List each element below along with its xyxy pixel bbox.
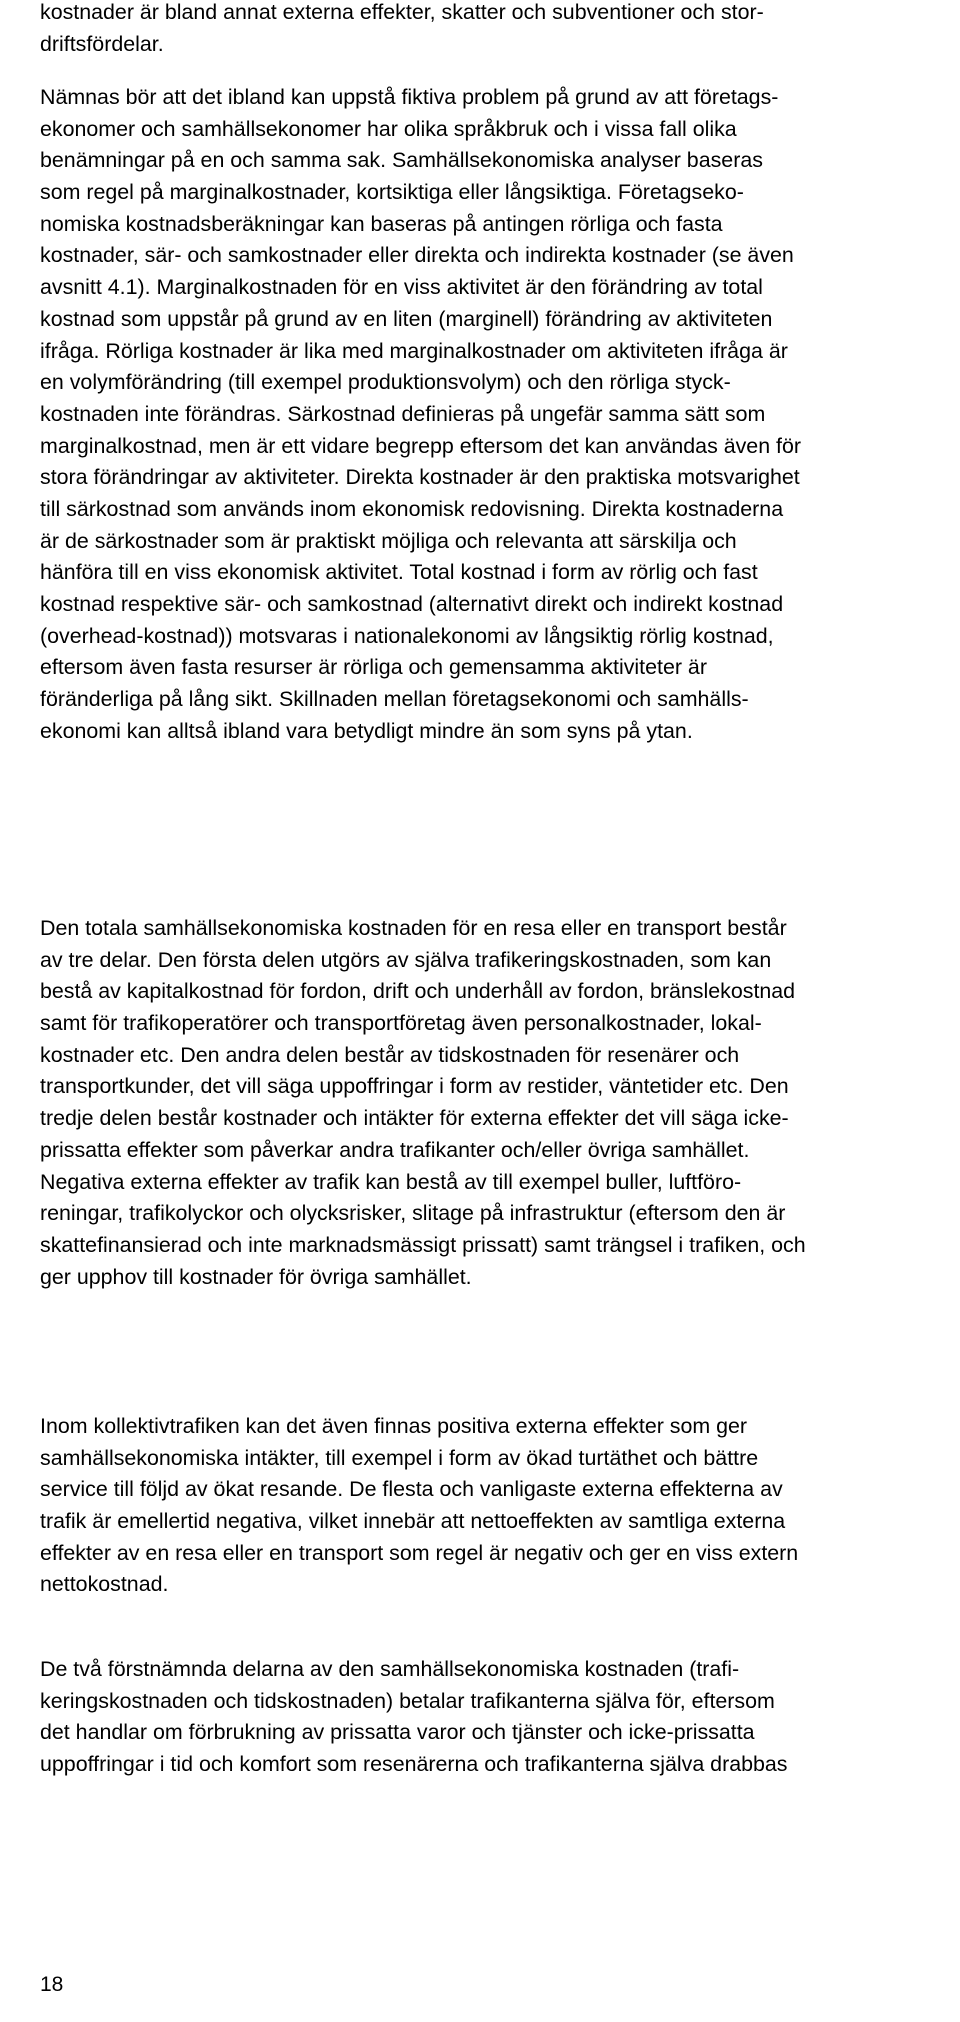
text-line: ekonomer och samhällsekonomer har olika språkbruk och i vissa fall olika [40,116,737,141]
text-line: transportkunder, det vill säga uppoffringar i form av restider, väntetider etc. Den [40,1074,789,1099]
paragraph-2 [40,82,801,747]
text-line: kostnader etc. Den andra delen består av tidskostnaden för resenärer och [40,1042,740,1067]
text-line: reningar, trafikolyckor och olycksrisker, slitage på infrastruktur (eftersom den är [40,1201,786,1226]
text-line: effekter av en resa eller en transport som regel är negativ och ger en viss extern [40,1540,799,1565]
text-line: ekonomi kan alltså ibland vara betydligt mindre än som syns på ytan. [40,718,693,743]
text-line: uppoffringar i tid och komfort som resenärerna och trafikanterna själva drabbas [40,1752,788,1777]
text-line: Negativa externa effekter av trafik kan bestå av till exempel buller, luftföro- [40,1169,742,1194]
text-line: ger upphov till kostnader för övriga samhället. [40,1264,472,1289]
text-line: keringskostnaden och tidskostnaden) betalar trafikanterna själva för, eftersom [40,1688,775,1713]
text-line: kostnader, sär- och samkostnader eller direkta och indirekta kostnader (se även [40,243,794,268]
text-line: service till följd av ökat resande. De flesta och vanligaste externa effekterna av [40,1477,783,1502]
text-line: nettokostnad. [40,1572,169,1597]
paragraph-4 [40,1411,798,1601]
text-line: kostnader är bland annat externa effekter, skatter och subventioner och stor- [40,0,764,24]
paragraph-3 [40,913,806,1293]
text-line: av tre delar. Den första delen utgörs av själva trafikeringskostnaden, som kan [40,947,772,972]
paragraph-1 [40,0,764,60]
text-line: De två förstnämnda delarna av den samhällsekonomiska kostnaden (trafi- [40,1657,740,1681]
text-line: kostnaden inte förändras. Särkostnad definieras på ungefär samma sätt som [40,401,766,426]
text-line: till särkostnad som används inom ekonomisk redovisning. Direkta kostnaderna [40,496,784,521]
text-line: marginalkostnad, men är ett vidare begrepp eftersom det kan användas även för [40,433,801,458]
text-line: tredje delen består kostnader och intäkter för externa effekter det vill säga icke- [40,1106,789,1131]
text-line: som regel på marginalkostnader, kortsiktiga eller långsiktiga. Företagseko- [40,180,744,205]
text-line: Inom kollektivtrafiken kan det även finnas positiva externa effekter som ger [40,1414,748,1438]
text-line: skattefinansierad och inte marknadsmässigt prissatt) samt trängsel i trafiken, och [40,1232,806,1257]
text-line: trafik är emellertid negativa, vilket innebär att nettoeffekten av samtliga externa [40,1509,786,1534]
text-line: benämningar på en och samma sak. Samhällsekonomiska analyser baseras [40,148,763,173]
text-line: föränderliga på lång sikt. Skillnaden mellan företagsekonomi och samhälls- [40,687,749,712]
text-line: samhällsekonomiska intäkter, till exempel i form av ökad turtäthet och bättre [40,1445,759,1470]
text-line: ifråga. Rörliga kostnader är lika med marginalkostnader om aktiviteten ifråga är [40,338,788,363]
text-line: avsnitt 4.1). Marginalkostnaden för en viss aktivitet är den förändring av total [40,275,763,300]
text-line: (overhead-kostnad)) motsvaras i nationalekonomi av långsiktig rörlig kostnad, [40,623,774,648]
text-line: är de särkostnader som är praktiskt möjliga och relevanta att särskilja och [40,528,737,553]
text-line: det handlar om förbrukning av prissatta varor och tjänster och icke-prissatta [40,1720,755,1745]
page-number: 18 [40,1973,64,1996]
text-line: en volymförändring (till exempel produktionsvolym) och den rörliga styck- [40,370,731,395]
text-line: bestå av kapitalkostnad för fordon, drift och underhåll av fordon, bränslekostnad [40,979,796,1004]
text-line: prissatta effekter som påverkar andra trafikanter och/eller övriga samhället. [40,1137,750,1162]
text-line: stora förändringar av aktiviteter. Direkta kostnader är den praktiska motsvarighet [40,465,800,490]
text-line: hänföra till en viss ekonomisk aktivitet. Total kostnad i form av rörlig och fast [40,560,758,585]
text-line: kostnad som uppstår på grund av en liten (marginell) förändring av aktiviteten [40,306,773,331]
paragraph-5 [40,1654,787,1781]
text-line: samt för trafikoperatörer och transportföretag även personalkostnader, lokal- [40,1011,762,1036]
text-line: driftsfördelar. [40,31,164,56]
text-line: Nämnas bör att det ibland kan uppstå fiktiva problem på grund av att företags- [40,85,779,109]
text-line: eftersom även fasta resurser är rörliga och gemensamma aktiviteter är [40,655,707,680]
text-line: nomiska kostnadsberäkningar kan baseras på antingen rörliga och fasta [40,211,723,236]
text-line: kostnad respektive sär- och samkostnad (alternativt direkt och indirekt kostnad [40,592,784,616]
text-line: Den totala samhällsekonomiska kostnaden för en resa eller en transport består [40,916,787,940]
